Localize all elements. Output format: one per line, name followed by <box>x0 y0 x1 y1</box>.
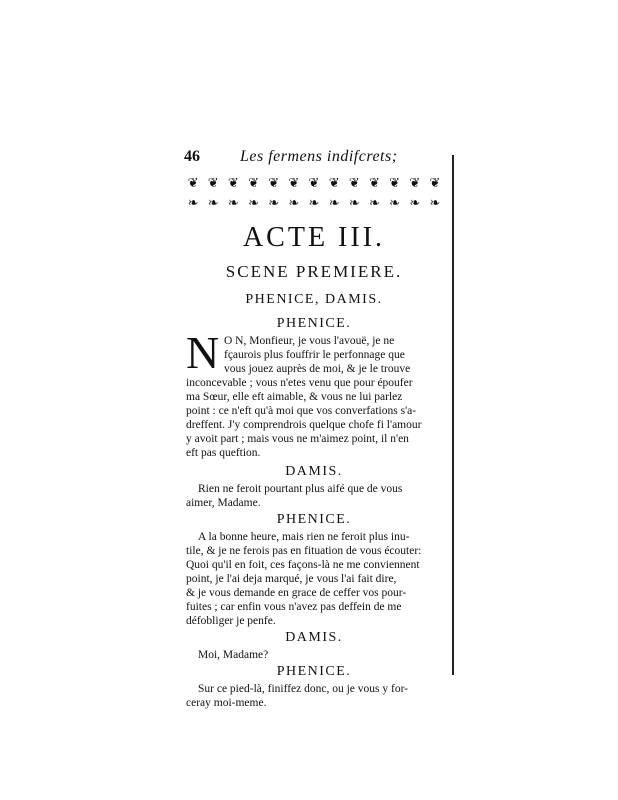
fleuron-icon: ❦ <box>389 175 401 190</box>
drop-cap-initial: N <box>186 327 220 378</box>
speaker-label: PHENICE. <box>276 664 352 679</box>
fleuron-icon: ❧ <box>227 195 239 210</box>
speaker-label: PHENICE. <box>276 316 352 331</box>
text-line: y avoit part ; mais vous ne m'aimez point, il n'en <box>186 433 409 445</box>
text-line: Rien ne feroit pourtant plus aifé que de vous <box>198 483 403 495</box>
fleuron-icon: ❦ <box>288 175 300 190</box>
speaker-label: DAMIS. <box>285 630 343 645</box>
text-line: ceray moi-meme. <box>186 697 267 709</box>
fleuron-icon: ❧ <box>187 195 199 210</box>
fleuron-icon: ❧ <box>409 195 421 210</box>
running-title: Les fermens indifcrets; <box>240 148 398 165</box>
fleuron-icon: ❧ <box>248 195 259 210</box>
text-line: tile, & je ne ferois pas en fituation de vous écouter: <box>186 545 422 557</box>
text-line: inconcevable ; vous n'etes venu que pour époufer <box>186 377 413 389</box>
fleuron-icon: ❧ <box>348 195 360 210</box>
text-line: Moi, Madame? <box>198 649 269 661</box>
fleuron-icon: ❧ <box>429 195 441 210</box>
fleuron-icon: ❧ <box>207 195 219 210</box>
fleuron-icon: ❧ <box>288 195 300 210</box>
fleuron-icon: ❧ <box>328 195 340 210</box>
fleuron-icon: ❧ <box>308 195 320 210</box>
fleuron-icon: ❦ <box>369 175 380 190</box>
text-line: aimer, Madame. <box>186 497 261 509</box>
fleuron-icon: ❦ <box>248 175 259 190</box>
scene-characters: PHENICE, DAMIS. <box>245 292 383 307</box>
speech-text <box>186 334 448 460</box>
text-line: point, je l'ai deja marqué, je vous l'ai fait dire, <box>186 573 397 585</box>
speech-text <box>186 648 448 662</box>
fleuron-icon: ❦ <box>207 175 219 190</box>
fleuron-icon: ❦ <box>227 175 239 190</box>
text-line: ma Sœur, elle eft aimable, & vous ne lui parlez <box>186 391 403 403</box>
text-line: A la bonne heure, mais rien ne feroit plus inu- <box>198 531 410 543</box>
text-line: Sur ce pied-là, finiffez donc, ou je vous y for- <box>198 683 409 695</box>
page-number: 46 <box>184 148 200 165</box>
text-line: eft pas queftion. <box>186 447 261 459</box>
text-line: point : ce n'eft qu'à moi que vos converfations s'a- <box>186 405 417 417</box>
scene-title: SCENE PREMIERE. <box>225 262 403 281</box>
act-title: ACTE III. <box>242 222 386 253</box>
fleuron-icon: ❦ <box>328 175 340 190</box>
text-line: défobliger je penfe. <box>186 615 276 627</box>
speech-text <box>186 530 448 628</box>
speech-text <box>186 482 448 510</box>
speaker-label: PHENICE. <box>276 512 352 527</box>
text-line: dreffent. J'y comprendrois quelque chofe fi l'amour <box>186 419 422 431</box>
text-line: fçaurois plus fouffrir le perfonnage que <box>224 349 405 361</box>
fleuron-icon: ❧ <box>268 195 280 210</box>
fleuron-icon: ❦ <box>308 175 320 190</box>
page-edge-rule <box>452 155 454 675</box>
fleuron-icon: ❧ <box>389 195 401 210</box>
decorative-ornament-band <box>183 174 445 214</box>
speech-text <box>186 682 448 710</box>
fleuron-icon: ❦ <box>429 175 441 190</box>
text-line: & je vous demande en grace de ceffer vos pour- <box>186 587 407 599</box>
text-line: vous jouez auprès de moi, & je le trouve <box>224 363 411 375</box>
text-line: fuites ; car enfin vous n'avez pas deffein de me <box>186 601 402 613</box>
text-line: O N, Monfieur, je vous l'avouë, je ne <box>224 335 395 347</box>
fleuron-icon: ❦ <box>187 175 199 190</box>
fleuron-icon: ❦ <box>409 175 421 190</box>
fleuron-icon: ❧ <box>369 195 380 210</box>
text-line: Quoi qu'il en foit, ces façons-là ne me conviennent <box>186 559 420 571</box>
speaker-label: DAMIS. <box>285 464 343 479</box>
fleuron-icon: ❦ <box>268 175 280 190</box>
fleuron-icon: ❦ <box>348 175 360 190</box>
